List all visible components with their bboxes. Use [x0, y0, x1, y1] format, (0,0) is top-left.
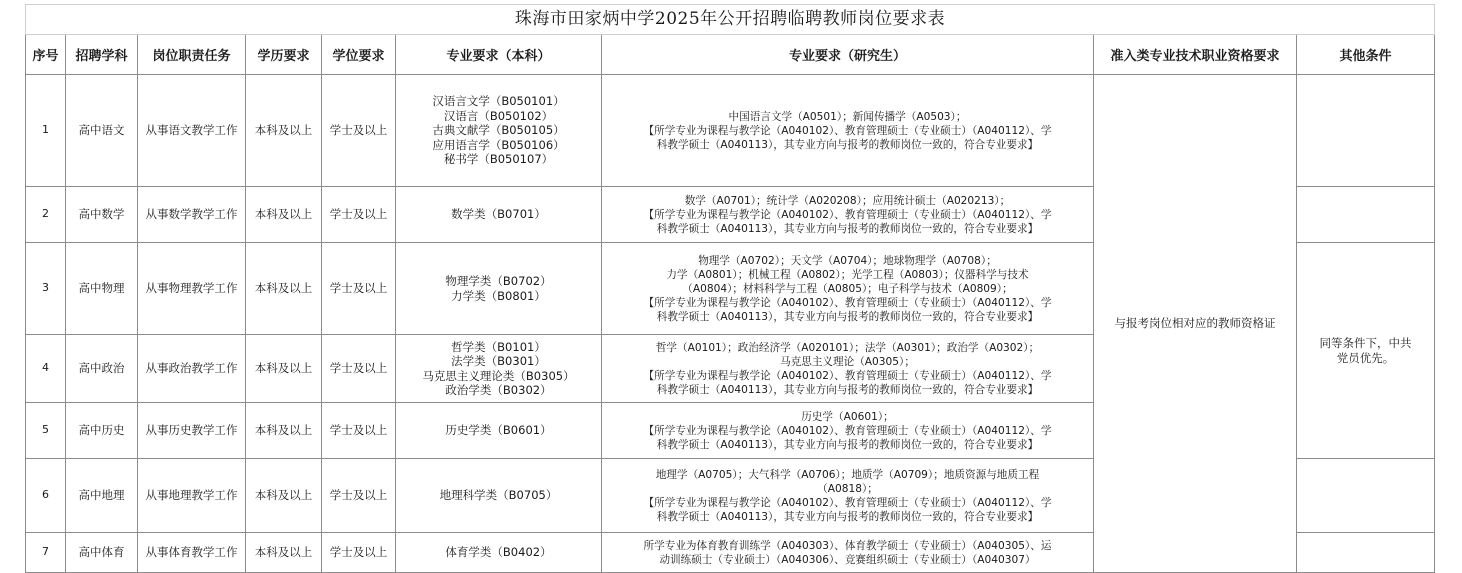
grad-major-line: 中国语言文学（A0501）；新闻传播学（A0503）；	[728, 110, 967, 123]
grad-major-line: 历史学（A0601）；	[801, 410, 894, 423]
cell-duty: 从事数学教学工作	[138, 187, 246, 243]
cell-subject: 高中语文	[66, 75, 138, 187]
other-condition-line: 党员优先。	[1336, 350, 1395, 365]
cell-education: 本科及以上	[246, 243, 322, 335]
grad-major-line: 地理学（A0705）；大气科学（A0706）；地质学（A0709）；地质资源与地质工程	[655, 468, 1040, 481]
grad-major-line: 数学（A0701）；统计学（A020208）；应用统计硕士（A020213）；	[684, 194, 1011, 207]
cell-seq: 3	[26, 243, 66, 335]
grad-major-line: 科教学硕士（A040113），其专业方向与报考的教师岗位一致的，符合专业要求】	[656, 438, 1039, 451]
cell-major-undergrad	[396, 335, 602, 403]
cell-duty: 从事地理教学工作	[138, 459, 246, 533]
undergrad-major-line: 应用语言学（B050106）	[432, 137, 565, 152]
header-seq: 序号	[26, 35, 66, 75]
undergrad-major-line: 地理科学类（B0705）	[439, 488, 558, 503]
undergrad-major-line: 汉语言（B050102）	[443, 108, 554, 123]
header-education: 学历要求	[246, 35, 322, 75]
undergrad-major-line: 古典文献学（B050105）	[432, 123, 565, 138]
other-condition-line: 同等条件下，中共	[1319, 336, 1412, 350]
cell-major-grad	[602, 403, 1094, 459]
cell-degree: 学士及以上	[322, 75, 396, 187]
grad-major-line: 科教学硕士（A040113），其专业方向与报考的教师岗位一致的，符合专业要求】	[656, 138, 1039, 151]
grad-major-line: （A0804）；材料科学与工程（A0805）；电子科学与技术（A0809）；	[682, 282, 1013, 295]
undergrad-major-line: 政治学类（B0302）	[445, 383, 552, 397]
header-subject: 招聘学科	[66, 35, 138, 75]
cell-subject: 高中政治	[66, 335, 138, 403]
undergrad-major-line: 汉语言文学（B050101）	[432, 94, 565, 109]
grad-major-line: 哲学（A0101）；政治经济学（A020101）；法学（A0301）；政治学（A0302）；	[655, 341, 1040, 354]
grad-major-line: 力学（A0801）；机械工程（A0802）；光学工程（A0803）；仪器科学与技术	[666, 268, 1029, 281]
cell-major-grad	[602, 533, 1094, 573]
cell-qualification: 与报考岗位相对应的教师资格证	[1094, 75, 1297, 573]
undergrad-major-line: 数学类（B0701）	[451, 207, 546, 222]
cell-other	[1297, 75, 1435, 187]
cell-education: 本科及以上	[246, 403, 322, 459]
grad-major-line: 科教学硕士（A040113），其专业方向与报考的教师岗位一致的，符合专业要求】	[656, 222, 1039, 235]
job-requirements-sheet	[25, 4, 1435, 573]
grad-major-line: 【所学专业为课程与教学论（A040102）、教育管理硕士（专业硕士）（A040112）、学	[643, 424, 1052, 437]
cell-degree: 学士及以上	[322, 459, 396, 533]
grad-major-line: （A0818）；	[817, 482, 878, 495]
cell-major-grad	[602, 459, 1094, 533]
cell-major-grad	[602, 187, 1094, 243]
cell-major-undergrad	[396, 243, 602, 335]
cell-major-undergrad	[396, 75, 602, 187]
cell-education: 本科及以上	[246, 187, 322, 243]
table-title: 珠海市田家炳中学2025年公开招聘临聘教师岗位要求表	[26, 5, 1435, 35]
grad-major-line: 【所学专业为课程与教学论（A040102）、教育管理硕士（专业硕士）（A040112）、学	[643, 208, 1052, 221]
cell-subject: 高中历史	[66, 403, 138, 459]
cell-subject: 高中数学	[66, 187, 138, 243]
grad-major-line: 【所学专业为课程与教学论（A040102）、教育管理硕士（专业硕士）（A040112）、学	[643, 369, 1052, 382]
header-row	[26, 35, 1435, 75]
cell-degree: 学士及以上	[322, 403, 396, 459]
requirements-table	[25, 4, 1435, 573]
cell-education: 本科及以上	[246, 533, 322, 573]
grad-major-line: 物理学（A0702）；天文学（A0704）；地球物理学（A0708）；	[698, 254, 997, 267]
cell-major-undergrad	[396, 403, 602, 459]
undergrad-major-line: 秘书学（B050107）	[443, 152, 554, 167]
cell-other	[1297, 459, 1435, 533]
cell-seq: 7	[26, 533, 66, 573]
header-duty: 岗位职责任务	[138, 35, 246, 75]
cell-education: 本科及以上	[246, 459, 322, 533]
cell-major-grad	[602, 335, 1094, 403]
header-degree: 学位要求	[322, 35, 396, 75]
cell-duty: 从事语文教学工作	[138, 75, 246, 187]
cell-major-undergrad	[396, 187, 602, 243]
cell-duty: 从事政治教学工作	[138, 335, 246, 403]
cell-other	[1297, 533, 1435, 573]
cell-major-undergrad	[396, 533, 602, 573]
header-qualification: 准入类专业技术职业资格要求	[1094, 35, 1297, 75]
grad-major-line: 马克思主义理论（A0305）；	[780, 355, 915, 368]
cell-degree: 学士及以上	[322, 335, 396, 403]
cell-education: 本科及以上	[246, 75, 322, 187]
undergrad-major-line: 马克思主义理论类（B0305）	[422, 368, 575, 383]
grad-major-line: 科教学硕士（A040113），其专业方向与报考的教师岗位一致的，符合专业要求】	[656, 310, 1039, 323]
undergrad-major-line: 物理学类（B0702）	[445, 274, 552, 288]
cell-degree: 学士及以上	[322, 243, 396, 335]
undergrad-major-line: 哲学类（B0101）	[451, 339, 546, 354]
cell-seq: 4	[26, 335, 66, 403]
cell-duty: 从事历史教学工作	[138, 403, 246, 459]
grad-major-line: 科教学硕士（A040113），其专业方向与报考的教师岗位一致的，符合专业要求】	[656, 383, 1039, 396]
cell-other-merged	[1297, 243, 1435, 459]
cell-major-grad	[602, 75, 1094, 187]
grad-major-line: 所学专业为体育教育训练学（A040303）、体育教学硕士（专业硕士）（A040305）、运	[643, 539, 1052, 552]
cell-duty: 从事体育教学工作	[138, 533, 246, 573]
cell-degree: 学士及以上	[322, 533, 396, 573]
header-major-grad: 专业要求（研究生）	[602, 35, 1094, 75]
undergrad-major-line: 体育学类（B0402）	[445, 545, 552, 560]
table-row	[26, 75, 1435, 187]
cell-subject: 高中地理	[66, 459, 138, 533]
cell-other	[1297, 187, 1435, 243]
cell-duty: 从事物理教学工作	[138, 243, 246, 335]
cell-major-undergrad	[396, 459, 602, 533]
cell-seq: 1	[26, 75, 66, 187]
grad-major-line: 【所学专业为课程与教学论（A040102）、教育管理硕士（专业硕士）（A040112）、学	[643, 296, 1052, 309]
cell-seq: 5	[26, 403, 66, 459]
undergrad-major-line: 法学类（B0301）	[451, 354, 546, 368]
grad-major-line: 科教学硕士（A040113），其专业方向与报考的教师岗位一致的，符合专业要求】	[656, 510, 1039, 523]
cell-seq: 2	[26, 187, 66, 243]
cell-degree: 学士及以上	[322, 187, 396, 243]
grad-major-line: 【所学专业为课程与教学论（A040102）、教育管理硕士（专业硕士）（A040112）、学	[643, 124, 1052, 137]
cell-education: 本科及以上	[246, 335, 322, 403]
cell-major-grad	[602, 243, 1094, 335]
cell-subject: 高中物理	[66, 243, 138, 335]
cell-subject: 高中体育	[66, 533, 138, 573]
grad-major-line: 【所学专业为课程与教学论（A040102）、教育管理硕士（专业硕士）（A040112）、学	[643, 496, 1052, 509]
header-major-undergrad: 专业要求（本科）	[396, 35, 602, 75]
header-other: 其他条件	[1297, 35, 1435, 75]
undergrad-major-line: 历史学类（B0601）	[445, 423, 552, 438]
grad-major-line: 动训练硕士（专业硕士）（A040306）、竞赛组织硕士（专业硕士）（A040307）	[659, 553, 1036, 566]
cell-seq: 6	[26, 459, 66, 533]
undergrad-major-line: 力学类（B0801）	[451, 288, 546, 303]
